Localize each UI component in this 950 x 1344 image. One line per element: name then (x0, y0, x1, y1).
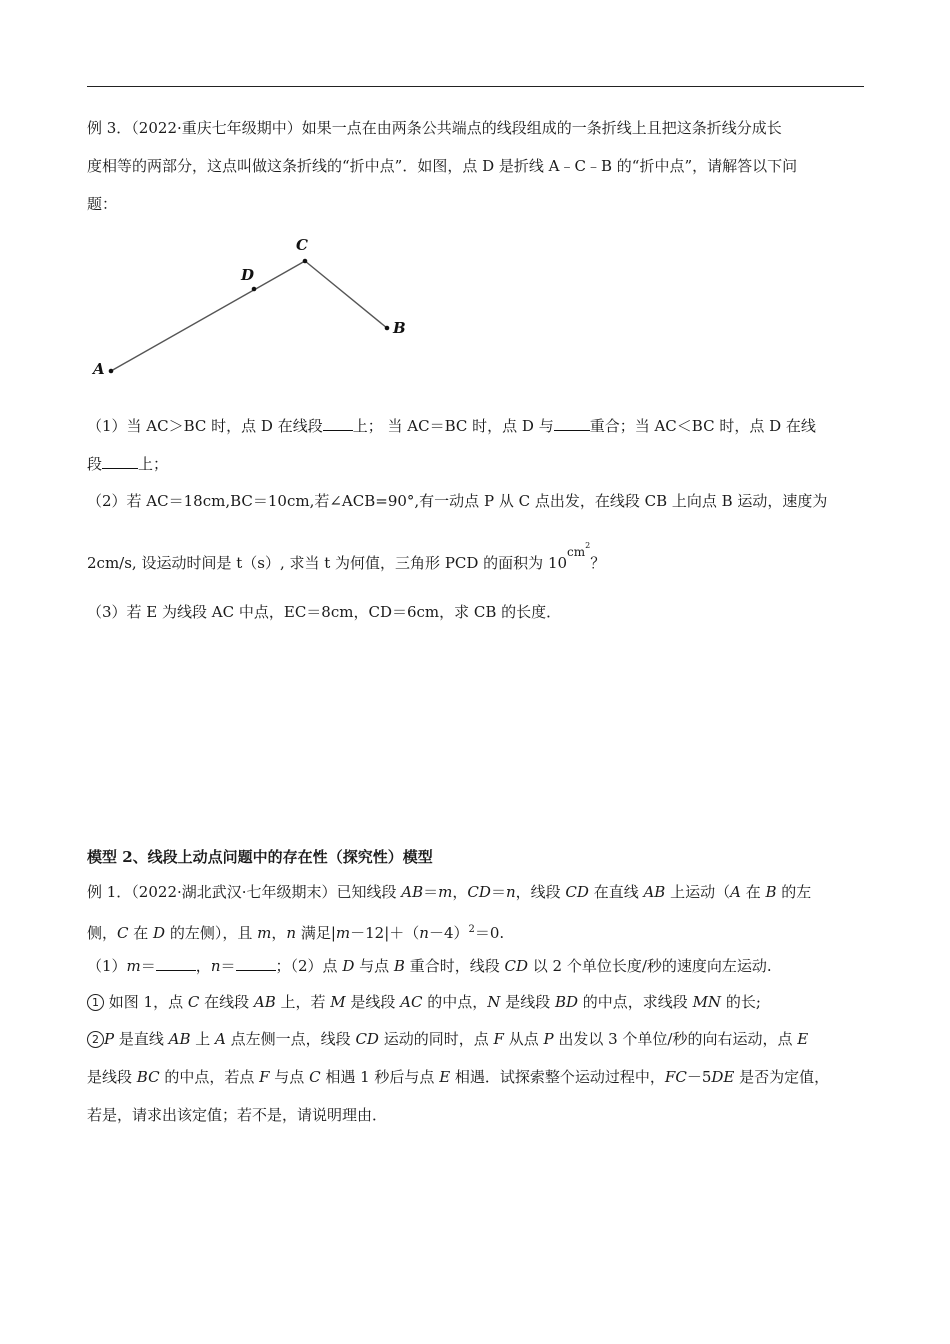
var: P (104, 1030, 115, 1048)
text: 是线段 (345, 993, 401, 1011)
ex1-part2-ii (87, 1029, 867, 1049)
var: m (126, 957, 141, 975)
label-d: D (241, 266, 255, 284)
var: A (215, 1030, 226, 1048)
ex3-q2-line-1: （2）若 AC＝18cm,BC＝10cm,若∠ACB=90°,有一动点 P 从 C 点出发，在线段 CB 上向点 B 运动，速度为 (87, 492, 828, 510)
text: 相遇．试探索整个运动过程中， (450, 1068, 665, 1086)
text: ， (195, 957, 211, 975)
var: M (330, 993, 346, 1011)
var: AB (168, 1030, 191, 1048)
text: 上，若 (275, 993, 331, 1011)
text: 是否为定值， (734, 1068, 830, 1086)
var: P (543, 1030, 554, 1048)
var: DE (711, 1068, 735, 1086)
var: A (730, 883, 741, 901)
var: m (335, 924, 351, 942)
q1-text-c: 重合；当 AC＜BC 时，点 D 在线 (589, 417, 816, 435)
var: F (259, 1068, 270, 1086)
var: FC (664, 1068, 687, 1086)
ex3-q1-line-2 (87, 454, 867, 474)
ex1-part1 (87, 956, 867, 976)
heading-a: 模型 2、 (87, 848, 148, 866)
var: C (187, 993, 200, 1011)
ex3-q3: （3）若 E 为线段 AC 中点，EC＝8cm，CD＝6cm，求 CB 的长度． (87, 603, 562, 621)
var: N (487, 993, 501, 1011)
text: 相遇 1 秒后与点 (320, 1068, 440, 1086)
answer-blank-n[interactable] (236, 956, 276, 971)
var: m (438, 883, 453, 901)
text: －4） (428, 924, 469, 942)
var: CD (565, 883, 589, 901)
ex3-line-3: 题： (87, 195, 118, 213)
text: 出发以 3 个单位/秒的向右运动，点 (553, 1030, 798, 1048)
text: ， (452, 883, 468, 901)
var: CD (467, 883, 491, 901)
ex1-line-2 (87, 920, 867, 943)
var: F (493, 1030, 504, 1048)
text: 是直线 (114, 1030, 169, 1048)
circled-number-1: 1 (87, 994, 104, 1011)
q2-text: 2cm/s, 设运动时间是 t（s）, 求当 t 为何值，三角形 PCD 的面积为 10 (87, 554, 568, 572)
var: MN (692, 993, 722, 1011)
text: 满足| (296, 924, 336, 942)
point-d (252, 287, 257, 292)
text: 在直线 (588, 883, 644, 901)
text: 的中点， (422, 993, 488, 1011)
text: 的长; (721, 993, 761, 1011)
text: 的中点，求线段 (578, 993, 693, 1011)
var: B (393, 957, 405, 975)
exponent: 2 (468, 924, 475, 935)
var: D (342, 957, 355, 975)
header-rule (87, 86, 864, 87)
var: CD (504, 957, 528, 975)
text: ， (271, 924, 287, 942)
var: C (309, 1068, 321, 1086)
text: 点左侧一点，线段 (225, 1030, 356, 1048)
text: ＝ (490, 883, 506, 901)
point-b (385, 326, 390, 331)
text: ＝ (220, 957, 236, 975)
segment-ac (111, 261, 305, 371)
text: 以 2 个单位长度/秒的速度向左运动. (527, 957, 772, 975)
text: 从点 (503, 1030, 544, 1048)
text: 侧， (87, 924, 118, 942)
answer-blank-2[interactable] (554, 416, 590, 431)
text: ＝0. (474, 924, 505, 942)
text: 上 (190, 1030, 216, 1048)
var: n (210, 957, 221, 975)
q1-text-a: （1）当 AC＞BC 时，点 D 在线段 (87, 417, 323, 435)
text: ，线段 (515, 883, 566, 901)
point-a (109, 369, 114, 374)
text: ＝ (423, 883, 439, 901)
ex1-part2-ii-cont (87, 1067, 867, 1087)
text: （1） (87, 957, 127, 975)
unit-exponent: 2 (585, 541, 591, 550)
text: ＝ (140, 957, 156, 975)
text: －12|＋（ (350, 924, 420, 942)
ex3-q2-line-2 (87, 541, 867, 576)
var: m (257, 924, 272, 942)
ex1-part2-i (87, 992, 867, 1012)
text: －5 (686, 1068, 712, 1086)
q1-text-d: 段 (87, 455, 103, 473)
var: AC (400, 993, 423, 1011)
ex1-part2-ii-end: 若是，请求出该定值；若不是，请说明理由． (87, 1106, 388, 1124)
text: 重合时，线段 (404, 957, 505, 975)
ex3-line-2: 度相等的两部分，这点叫做这条折线的“折中点”．如图，点 D 是折线 A﹣C﹣B 的“折中点”，请解答以下问 (87, 157, 798, 175)
var: B (765, 883, 777, 901)
var: AB (401, 883, 424, 901)
var: n (286, 924, 297, 942)
text: 的左 (776, 883, 812, 901)
text: 例 1．（2022·湖北武汉·七年级期末）已知线段 (87, 883, 402, 901)
text: 与点 (354, 957, 394, 975)
model2-heading (87, 847, 867, 867)
answer-blank-1[interactable] (323, 416, 353, 431)
text: 如图 1，点 (104, 993, 188, 1011)
label-c: C (296, 236, 308, 254)
text: 在 (740, 883, 766, 901)
var: n (419, 924, 429, 942)
text: 上运动（ (665, 883, 731, 901)
unit-cm: cm (567, 545, 586, 559)
var: BC (136, 1068, 160, 1086)
label-b: B (393, 319, 406, 337)
text: 运动的同时，点 (378, 1030, 494, 1048)
var: C (117, 924, 129, 942)
var: BD (554, 993, 579, 1011)
text: 在 (128, 924, 154, 942)
q2-end: ？ (590, 554, 606, 572)
var: D (153, 924, 166, 942)
text: 与点 (269, 1068, 310, 1086)
circled-number-2: 2 (87, 1031, 104, 1048)
label-a: A (93, 360, 105, 378)
heading-b: 线段上动点问题中的存在性 (147, 848, 328, 866)
var: CD (355, 1030, 379, 1048)
var: AB (253, 993, 276, 1011)
ex1-line-1 (87, 882, 867, 902)
text: 的中点，若点 (159, 1068, 260, 1086)
text: 是线段 (500, 993, 555, 1011)
segment-cb (305, 261, 387, 328)
var: AB (643, 883, 666, 901)
text: 是线段 (87, 1068, 137, 1086)
ex3-q1-line-1 (87, 416, 867, 436)
answer-blank-m[interactable] (156, 956, 196, 971)
text: ；（2）点 (275, 957, 343, 975)
text: 的左侧），且 (165, 924, 258, 942)
var: n (505, 883, 516, 901)
polyline-figure (87, 230, 427, 380)
q1-text-b: 上； 当 AC＝BC 时，点 D 与 (352, 417, 554, 435)
point-c (303, 259, 308, 264)
ex3-line-1: 例 3．（2022·重庆七年级期中）如果一点在由两条公共端点的线段组成的一条折线上且把这条折线分成长 (87, 119, 782, 137)
var: E (797, 1030, 809, 1048)
var: E (439, 1068, 451, 1086)
heading-c: （探究性）模型 (327, 848, 433, 866)
answer-blank-3[interactable] (102, 454, 138, 469)
q1-text-e: 上； (138, 455, 169, 473)
text: 在线段 (199, 993, 254, 1011)
